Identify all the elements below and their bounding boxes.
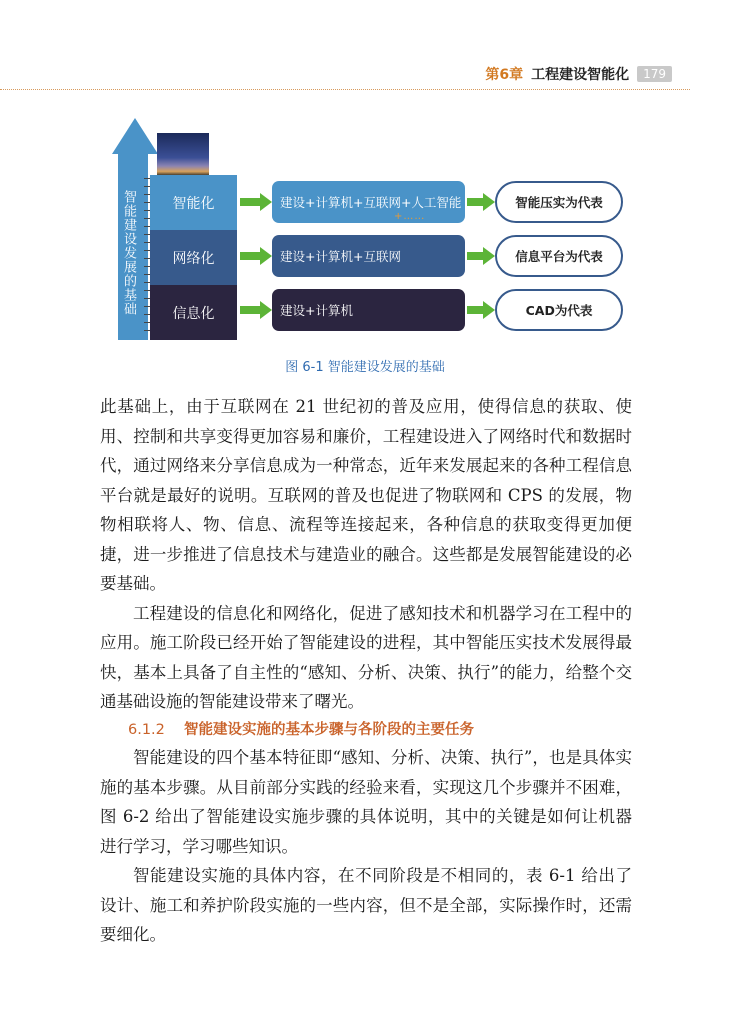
plus-marker: +…… bbox=[394, 211, 426, 222]
figure-caption: 图 6-1 智能建设发展的基础 bbox=[285, 360, 445, 375]
result-networked: 信息平台为代表 bbox=[495, 235, 623, 277]
right-arrow-icon bbox=[467, 301, 495, 319]
right-arrow-icon bbox=[467, 193, 495, 211]
components-networked: 建设+计算机+互联网 bbox=[272, 235, 465, 277]
body-text-upper bbox=[100, 392, 632, 717]
running-header bbox=[485, 64, 672, 84]
result-informatized: CAD为代表 bbox=[495, 289, 623, 331]
result-intelligent: 智能压实为代表 bbox=[495, 181, 623, 223]
paragraph-3: 智能建设的四个基本特征即“感知、分析、决策、执行”，也是具体实施的基本步骤。从目前部分实践的经验来看，实现这几个步骤并不困难，图 6-2 给出了智能建设实施步骤的具体说明，其中的关键是如何让机器进行学习，学习哪些知识。 bbox=[100, 748, 632, 856]
page-number: 179 bbox=[637, 66, 672, 82]
components-intelligent: 建设+计算机+互联网+人工智能 bbox=[272, 181, 465, 223]
right-arrow-icon bbox=[240, 247, 272, 265]
figure-6-1 bbox=[112, 118, 632, 343]
right-arrow-icon bbox=[240, 193, 272, 211]
level-intelligent: 智能化 bbox=[150, 175, 237, 230]
section-number: 6.1.2 bbox=[128, 722, 165, 738]
body-text-lower bbox=[100, 743, 632, 950]
section-title: 智能建设实施的基本步骤与各阶段的主要任务 bbox=[183, 722, 474, 738]
paragraph-4: 智能建设实施的具体内容，在不同阶段是不相同的，表 6-1 给出了设计、施工和养护阶段实施的一些内容，但不是全部，实际操作时，还需要细化。 bbox=[100, 866, 632, 944]
level-networked: 网络化 bbox=[150, 230, 237, 285]
chapter-title: 工程建设智能化 bbox=[531, 67, 630, 83]
chapter-label: 第6章 bbox=[485, 67, 524, 83]
right-arrow-icon bbox=[467, 247, 495, 265]
paragraph-1: 此基础上，由于互联网在 21 世纪初的普及应用，使得信息的获取、使用、控制和共享变得更加容易和廉价，工程建设进入了网络时代和数据时代，通过网络来分享信息成为一种常态，近年来发展起来的各种工程信息平台就是最好的说明。互联网的普及也促进了物联网和 CPS 的发展，物物相联将人、物、信息、流程等连接起来，各种信息的获取变得更加便捷，进一步推进了信息技术与建造业的融合。这些都是发展智能建设的必要基础。 bbox=[100, 397, 632, 593]
components-informatized: 建设+计算机 bbox=[272, 289, 465, 331]
section-heading bbox=[128, 718, 474, 739]
paragraph-2: 工程建设的信息化和网络化，促进了感知技术和机器学习在工程中的应用。施工阶段已经开始了智能建设的进程，其中智能压实技术发展得最快，基本上具备了自主性的“感知、分析、决策、执行”的能力，给整个交通基础设施的智能建设带来了曙光。 bbox=[100, 603, 632, 711]
axis-label: 智能建设发展的基础 bbox=[121, 190, 136, 316]
header-divider bbox=[0, 89, 690, 90]
level-informatized: 信息化 bbox=[150, 285, 237, 340]
right-arrow-icon bbox=[240, 301, 272, 319]
